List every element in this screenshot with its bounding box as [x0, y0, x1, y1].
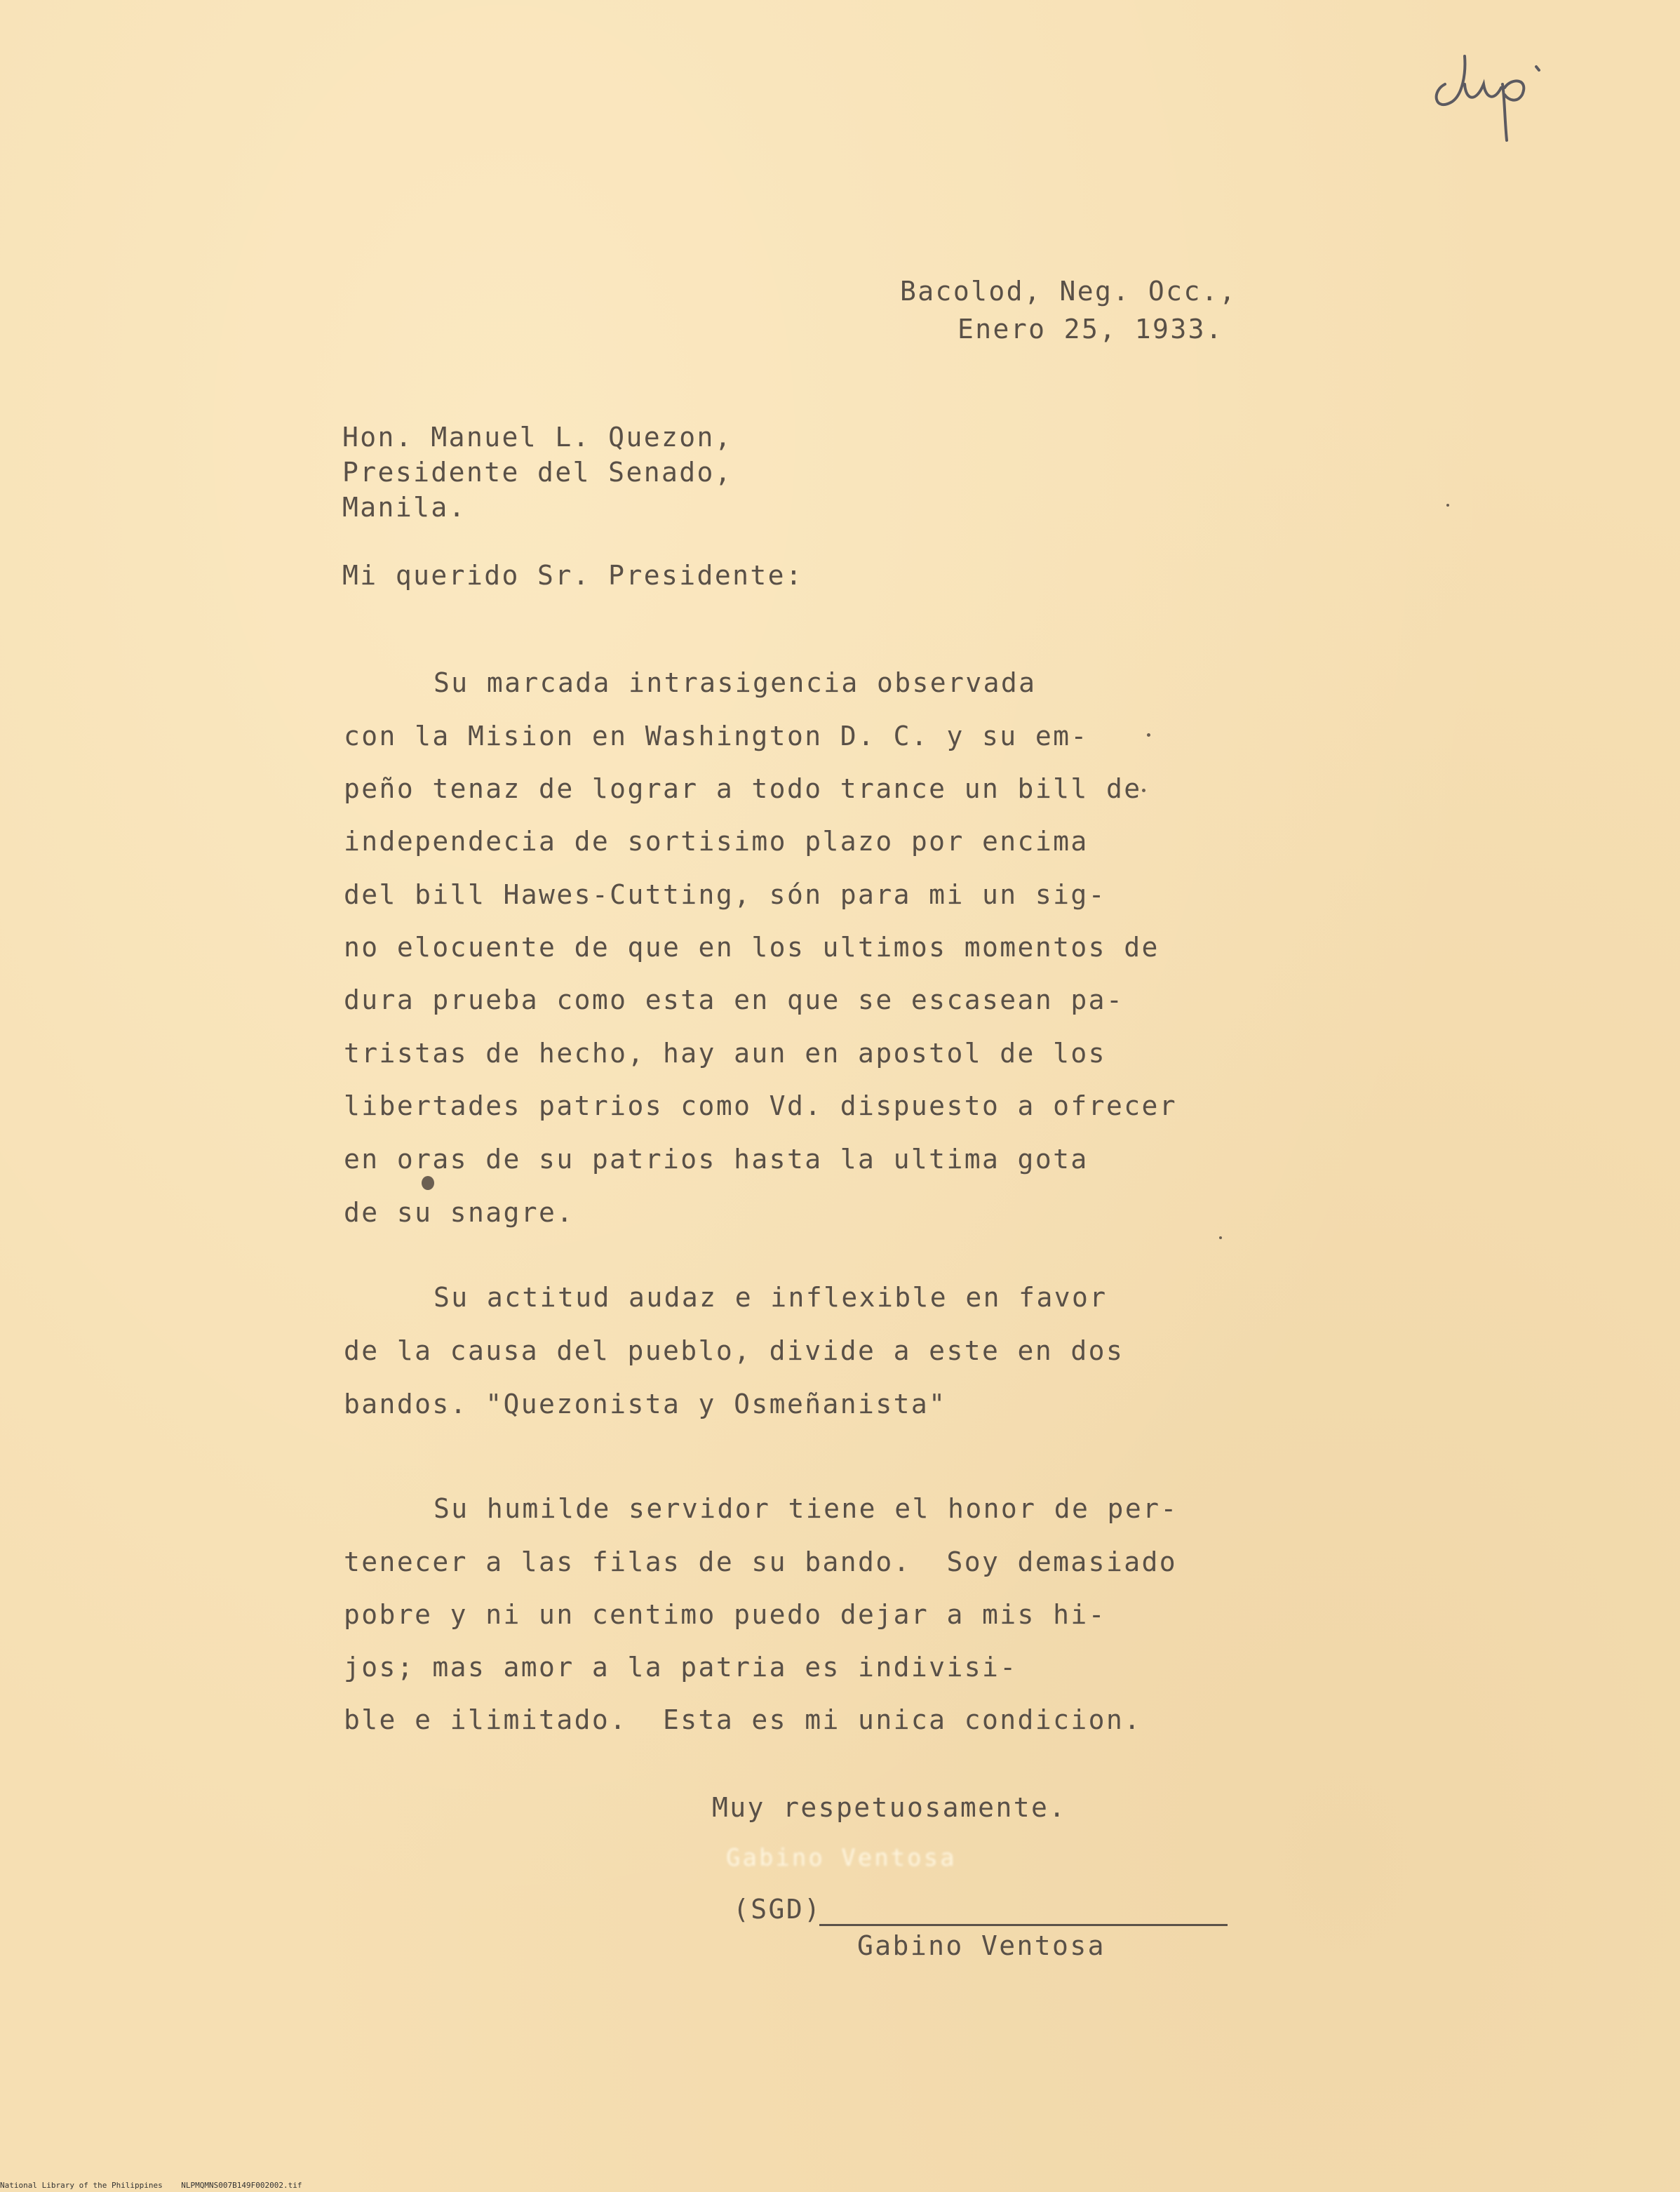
- footer-library: National Library of the Philippines: [0, 2181, 163, 2190]
- recipient-city: Manila.: [342, 492, 466, 523]
- salutation: Mi querido Sr. Presidente:: [342, 560, 804, 591]
- footer-file: NLPMQMNS007B149F002002.tif: [181, 2181, 302, 2190]
- handwritten-note-dup: [1424, 35, 1564, 147]
- paragraph-3-line: tenecer a las filas de su bando. Soy demasiado: [344, 1546, 1178, 1577]
- letter-date: Enero 25, 1933.: [957, 314, 1224, 345]
- recipient-name: Hon. Manuel L. Quezon,: [342, 422, 733, 453]
- paragraph-1-line: en oras de su patrios hasta la ultima gota: [344, 1144, 1089, 1175]
- paragraph-1-line: con la Mision en Washington D. C. y su em-: [344, 721, 1089, 751]
- paragraph-3-line: pobre y ni un centimo puedo dejar a mis hi-: [344, 1599, 1106, 1630]
- paragraph-1-line: tristas de hecho, hay aun en apostol de los: [344, 1038, 1106, 1069]
- ink-speck: [1147, 733, 1150, 737]
- svg-text:dup.: dup.: [1424, 35, 1426, 36]
- paragraph-3-line: Su humilde servidor tiene el honor de per-: [434, 1493, 1178, 1524]
- paragraph-1-line: libertades patrios como Vd. dispuesto a ofrecer: [344, 1090, 1178, 1121]
- signature-line: [819, 1924, 1228, 1926]
- paragraph-1-line: no elocuente de que en los ultimos momentos de: [344, 932, 1160, 963]
- sgd-label: (SGD): [733, 1894, 822, 1925]
- paragraph-3-line: jos; mas amor a la patria es indivisi-: [344, 1652, 1018, 1683]
- recipient-title: Presidente del Senado,: [342, 457, 733, 488]
- faded-signature: Gabino Ventosa: [726, 1844, 957, 1872]
- paragraph-2-line: bandos. "Quezonista y Osmeñanista": [344, 1389, 947, 1419]
- letter-place: Bacolod, Neg. Occ.,: [900, 276, 1237, 307]
- ink-speck: [1219, 1236, 1222, 1239]
- paragraph-2-line: de la causa del pueblo, divide a este en dos: [344, 1335, 1124, 1366]
- ink-speck: [1142, 789, 1145, 792]
- signatory-name: Gabino Ventosa: [857, 1930, 1106, 1961]
- paragraph-3-line: ble e ilimitado. Esta es mi unica condicion.: [344, 1704, 1142, 1735]
- paragraph-1-line: independecia de sortisimo plazo por encima: [344, 826, 1089, 857]
- closing: Muy respetuosamente.: [712, 1792, 1067, 1823]
- ink-speck: [422, 1176, 434, 1190]
- paragraph-1-line: del bill Hawes-Cutting, són para mi un sig-: [344, 879, 1106, 910]
- paragraph-1-line: dura prueba como esta en que se escasean pa-: [344, 984, 1124, 1015]
- paragraph-1-line: Su marcada intrasigencia observada: [434, 667, 1037, 698]
- paragraph-1-line: de su snagre.: [344, 1197, 574, 1228]
- paragraph-2-line: Su actitud audaz e inflexible en favor: [434, 1282, 1108, 1313]
- paragraph-1-line: peño tenaz de lograr a todo trance un bill de: [344, 773, 1142, 804]
- ink-speck: [1446, 504, 1449, 507]
- archive-footer: [0, 2181, 1680, 2192]
